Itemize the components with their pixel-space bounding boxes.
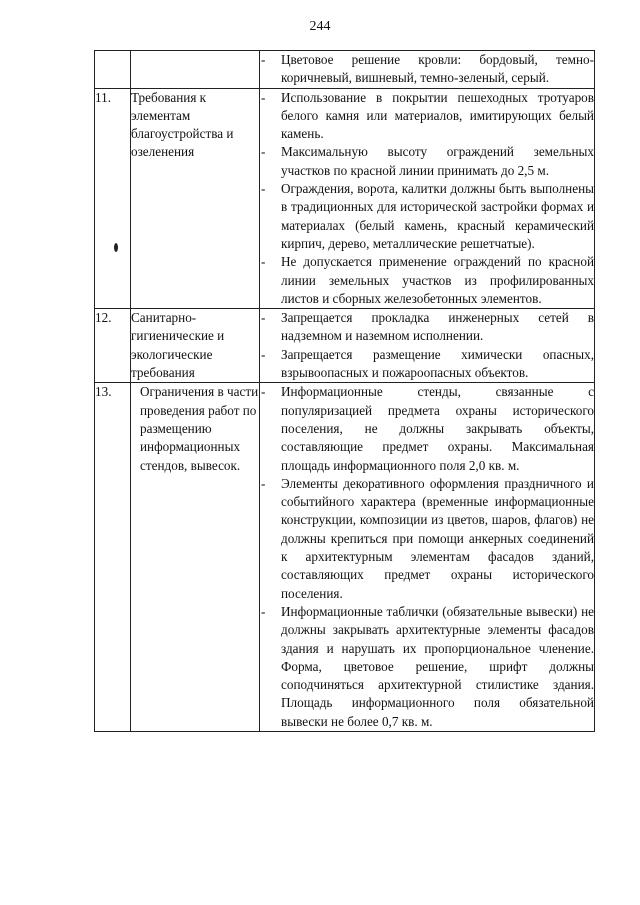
requirements-cell (260, 51, 595, 89)
regulations-table (94, 50, 595, 732)
scan-speck (114, 243, 118, 252)
list-item: - Максимальную высоту ограждений земельных участков по красной линии принимать до 2,5 м. (260, 143, 594, 180)
row-number: 11. (95, 88, 131, 309)
requirements-list (260, 383, 594, 731)
requirements-list (260, 309, 594, 382)
requirement-category: Требования к элементам благоустройства и озеленения (131, 88, 260, 309)
requirement-category: Санитарно-гигиенические и экологические требования (131, 309, 260, 383)
list-item: - Запрещается прокладка инженерных сетей в надземном и наземном исполнении. (260, 309, 594, 346)
list-item: - Ограждения, ворота, калитки должны быть выполнены в традиционных для исторической застройки формах и материалах (белый камень, красный керамический кирпич, дерево, металлические решетчатые). (260, 180, 594, 253)
list-item: - Использование в покрытии пешеходных тротуаров белого камня или материалов, имитирующих белый камень. (260, 89, 594, 144)
requirement-category (131, 51, 260, 89)
requirements-cell (260, 88, 595, 309)
requirements-list (260, 89, 594, 309)
list-item: - Элементы декоративного оформления праздничного и событийного характера (временные информационные конструкции, композиции из цветов, шаров, флагов) не должны крепиться при помощи анкерных соединений к архитектурным элементам фасадов зданий, составляющих предмет охраны исторического поселения. (260, 475, 594, 603)
list-item: - Цветовое решение кровли: бордовый, темно-коричневый, вишневый, темно-зеленый, серый. (260, 51, 594, 88)
row-number: 13. (95, 383, 131, 732)
table-row (95, 51, 595, 89)
requirement-category: Ограничения в части проведения работ по размещению информационных стендов, вывесок. (131, 383, 260, 732)
table-row (95, 309, 595, 383)
row-number: 12. (95, 309, 131, 383)
list-item: - Не допускается применение ограждений по красной линии земельных участков из профилированных листов и сборных железобетонных элементов. (260, 253, 594, 308)
page-number: 244 (309, 19, 331, 34)
list-item: - Запрещается размещение химически опасных, взрывоопасных и пожароопасных объектов. (260, 346, 594, 383)
requirements-cell (260, 383, 595, 732)
list-item: - Информационные таблички (обязательные вывески) не должны закрывать архитектурные элементы фасадов здания и нарушать их пропорциональное членение. Форма, цветовое решение, шрифт должны соподчиняться архитектурной стилистике здания. Площадь информационного поля обязательной вывески не более 0,7 кв. м. (260, 603, 594, 731)
table-row (95, 88, 595, 309)
requirements-list (260, 51, 594, 88)
requirements-cell (260, 309, 595, 383)
row-number (95, 51, 131, 89)
list-item: - Информационные стенды, связанные с популяризацией предмета охраны исторического поселения, не должны закрывать объекты, составляющие предмет охраны. Максимальная площадь информационного поля 2,0 кв. м. (260, 383, 594, 474)
table-row (95, 383, 595, 732)
